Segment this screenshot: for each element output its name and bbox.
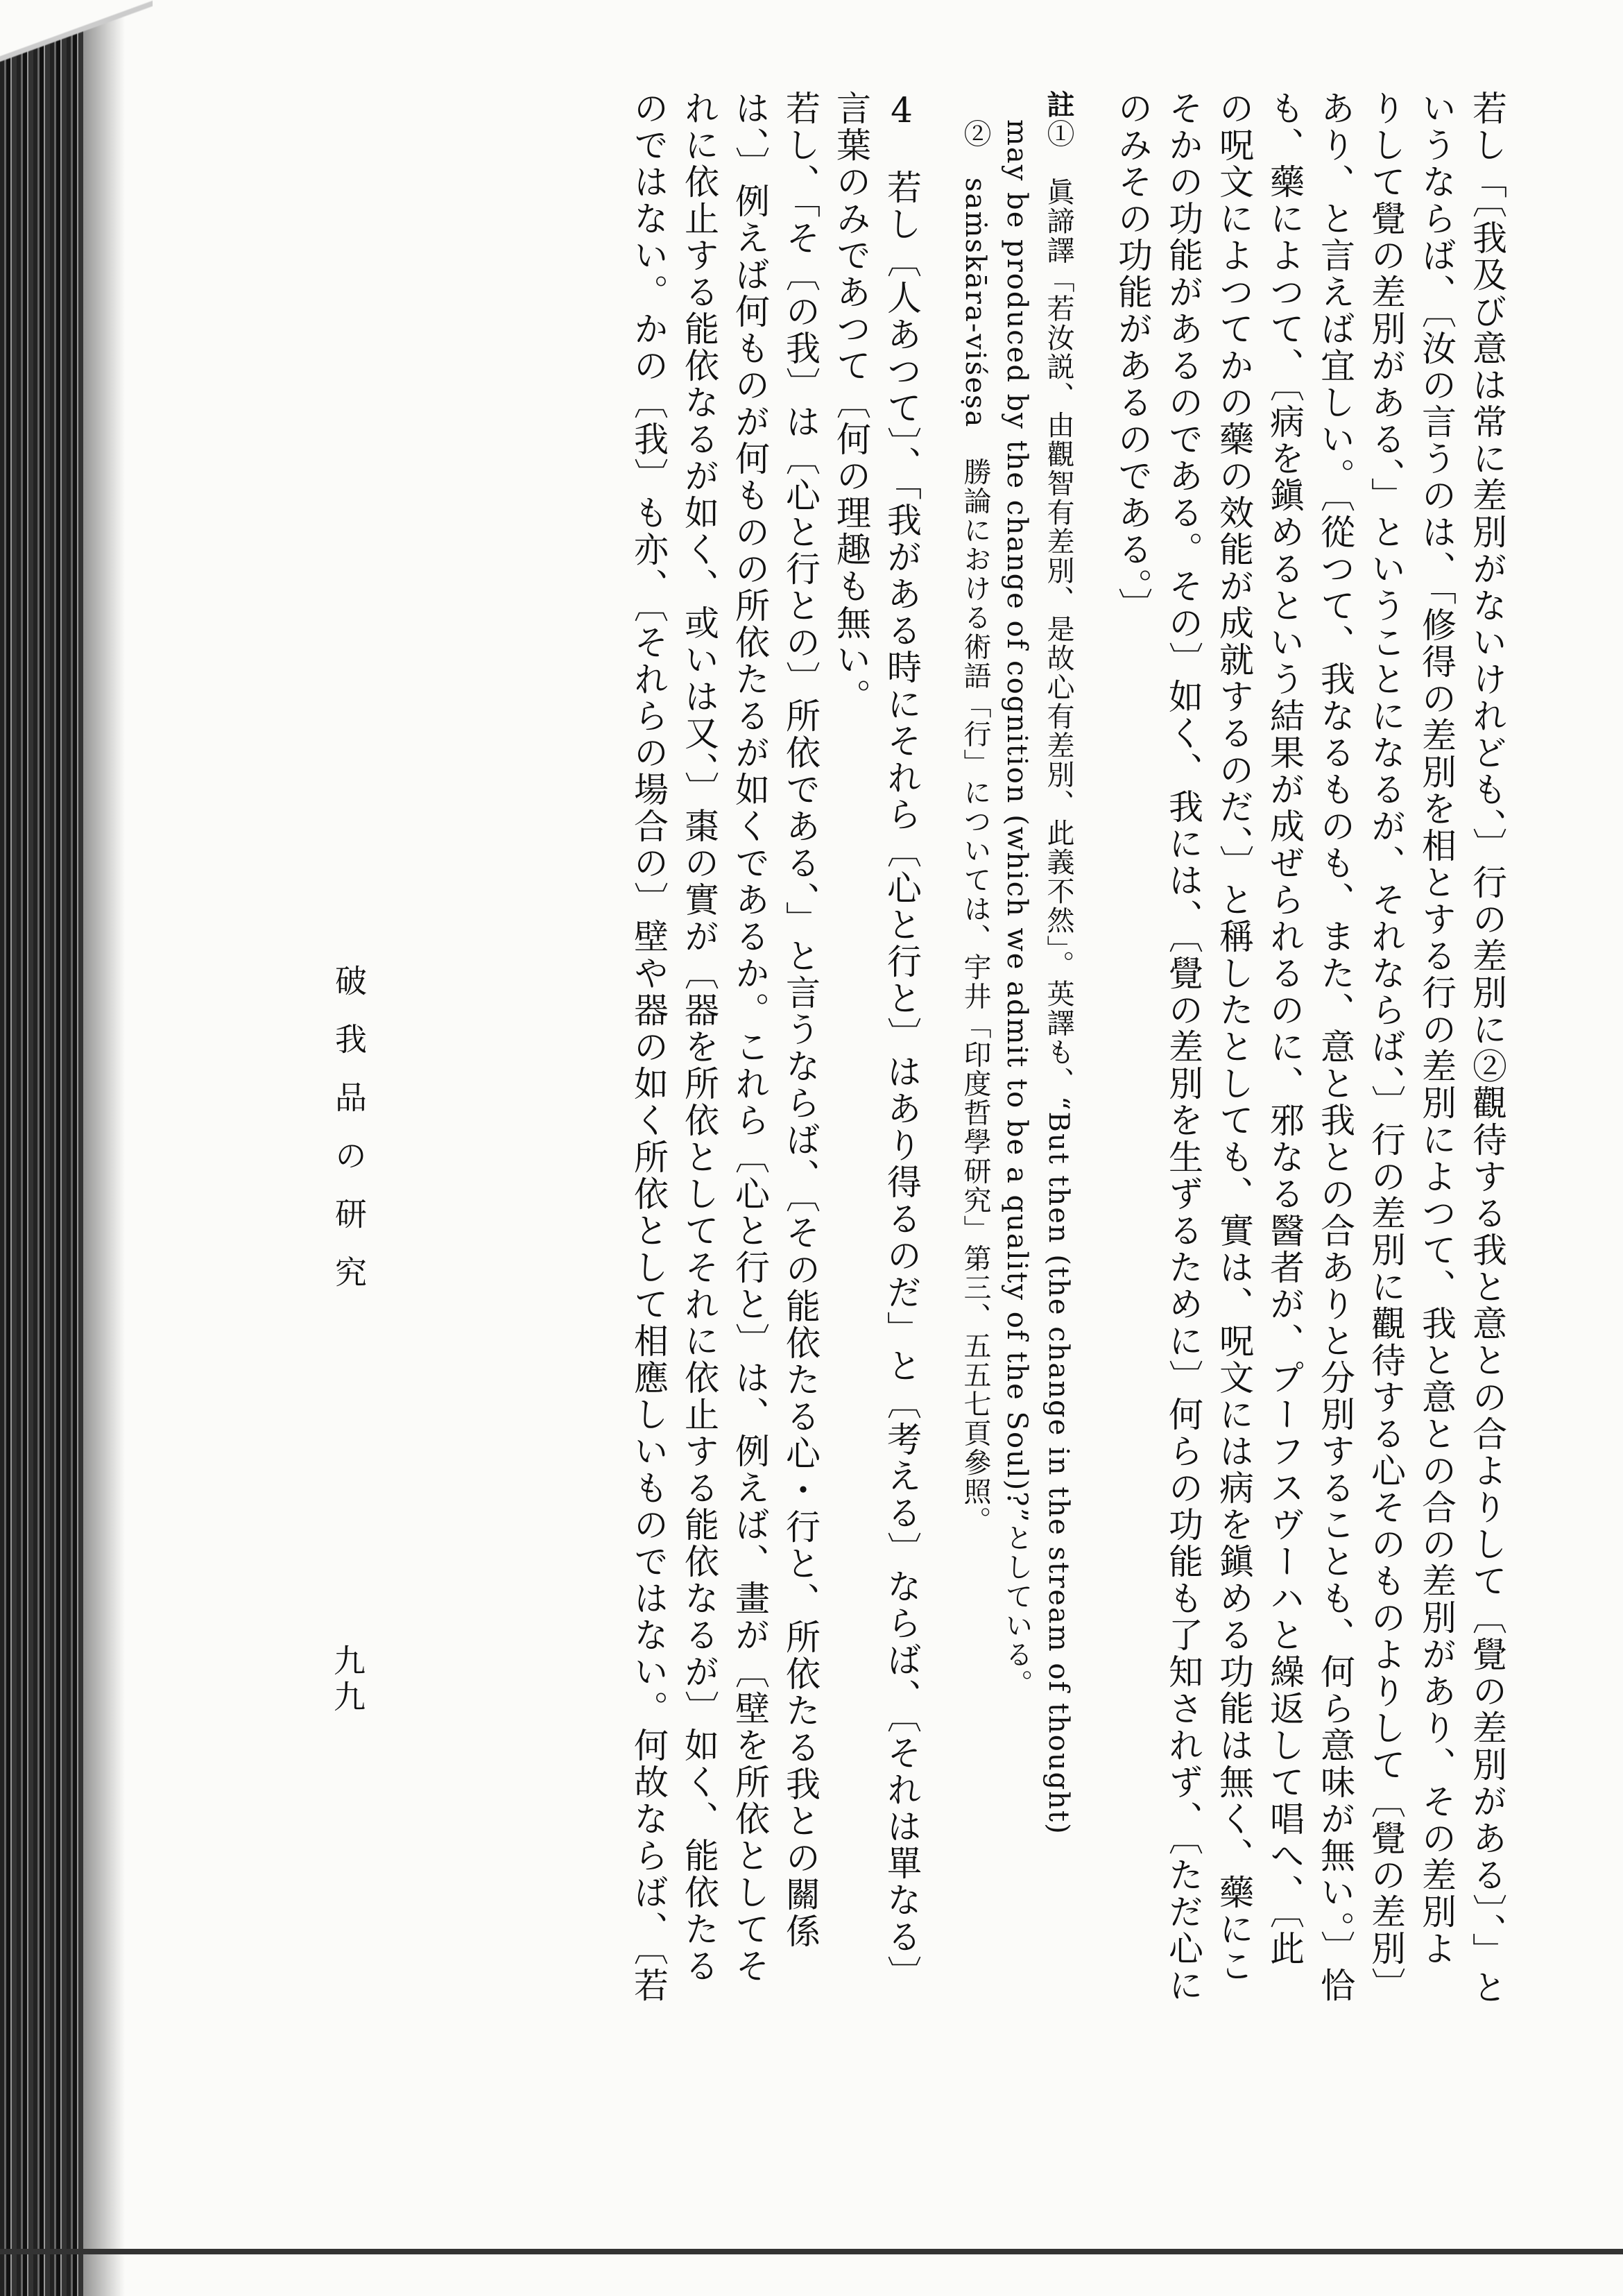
footnote-2-text: 勝論における術語「行」については、宇井「印度哲學研究」第三、五五七頁參照。 [959, 457, 991, 1536]
section-4-line: 言葉のみであつて〔何の理趣も無い。 [831, 90, 871, 715]
vertical-text-body [229, 90, 1512, 2074]
paragraph-line: のみその功能があるのである。〕 [1113, 90, 1153, 624]
spacer [1079, 90, 1107, 2074]
notes-label: 註 [1042, 90, 1075, 119]
footnote-1-tail: としている。 [1001, 1523, 1033, 1699]
section-4-line: は、〕例えば何ものが何ものの所依たるが如くであるか。これら〔心と行と〕は、例えば、畫が〔壁を所依としてそ [730, 90, 770, 1985]
paragraph-line: そかの功能があるのである。その〕如く、我には、〔覺の差別を生ずるために〕何らの功能も了知されず、〔ただ心に [1163, 90, 1203, 2004]
scan-bottom-edge [0, 2249, 1623, 2254]
paragraph-line: あり、と言えば宜しい。〔從つて、我なるものも、また、意と我との合ありと分別することも、何ら意味が無い。〕恰 [1315, 90, 1355, 2004]
footnote-1 [1038, 90, 1079, 2074]
paragraph-line: いうならば、〔汝の言うのは、「修得の差別を相とする行の差別によつて、我と意との合の差別があり、その差別よ [1416, 90, 1457, 1967]
footnote-1-english: “But then (the change in the stream of thought) [1042, 1096, 1074, 1835]
paragraph-line: も、藥によつて、〔病を鎭めるという結果が成ぜられるのに、邪なる醫者が、プーフスヴーハと繰返して唱へ、〔此 [1264, 90, 1305, 1967]
footnote-1-english-cont: may be produced by the change of cognition (which we admit to be a quality of the Soul)?” [1001, 119, 1033, 1524]
spacer [927, 90, 954, 2074]
section-4-line: れに依止する能依なるが如く、或いは又、〕棗の實が〔器を所依としてそれに依止する能依なるが〕如く、能依たる [679, 90, 719, 1985]
footnote-2-term: saṁskāra-viśeṣa [959, 178, 991, 429]
folded-corner [0, 0, 153, 83]
footnote-1-text: 眞諦譯「若汝説、由觀智有差別、是故心有差別、此義不然」。英譯も、 [1042, 178, 1074, 1096]
paragraph-line: りして覺の差別がある、」ということになるが、それならば、〕行の差別に觀待する心そのものよりして〔覺の差別〕 [1366, 90, 1406, 2004]
scan-edge-shadow [0, 0, 83, 2296]
footnote-marker-2: ② [959, 119, 991, 148]
section-4-line: 4 若し〔人あつて〕、「我がある時にそれら〔心と行と〕はあり得るのだ」と〔考える〕ならば、〔それは單なる〕 [882, 90, 922, 1992]
paragraph-line: 若し「〔我及び意は常に差別がないけれども、〕行の差別に②觀待する我と意との合よりして〔覺の差別がある〕、」と [1467, 90, 1507, 2006]
section-4-line: のではない。かの〔我〕も亦、〔それらの場合の〕壁や器の如く所依として相應しいものではない。何故ならば、〔若 [628, 90, 669, 2004]
footnote-marker-1: ① [1042, 119, 1074, 148]
footnote-1-cont [996, 90, 1038, 2074]
section-4-line: 若し、「そ〔の我〕は〔心と行との〕所依である、」と言うならば、〔その能依たる心・行と、所依たる我との關係 [780, 90, 821, 1950]
footnote-2 [954, 90, 996, 2074]
page-number: 九九 [329, 1644, 366, 1716]
paragraph-line: の呪文によつてかの藥の效能が成就するのだ、〕と稱したとしても、實は、呪文には病を鎭める功能は無く、藥にこ [1214, 90, 1254, 1985]
running-title: 破我品の研究 [330, 964, 368, 1314]
